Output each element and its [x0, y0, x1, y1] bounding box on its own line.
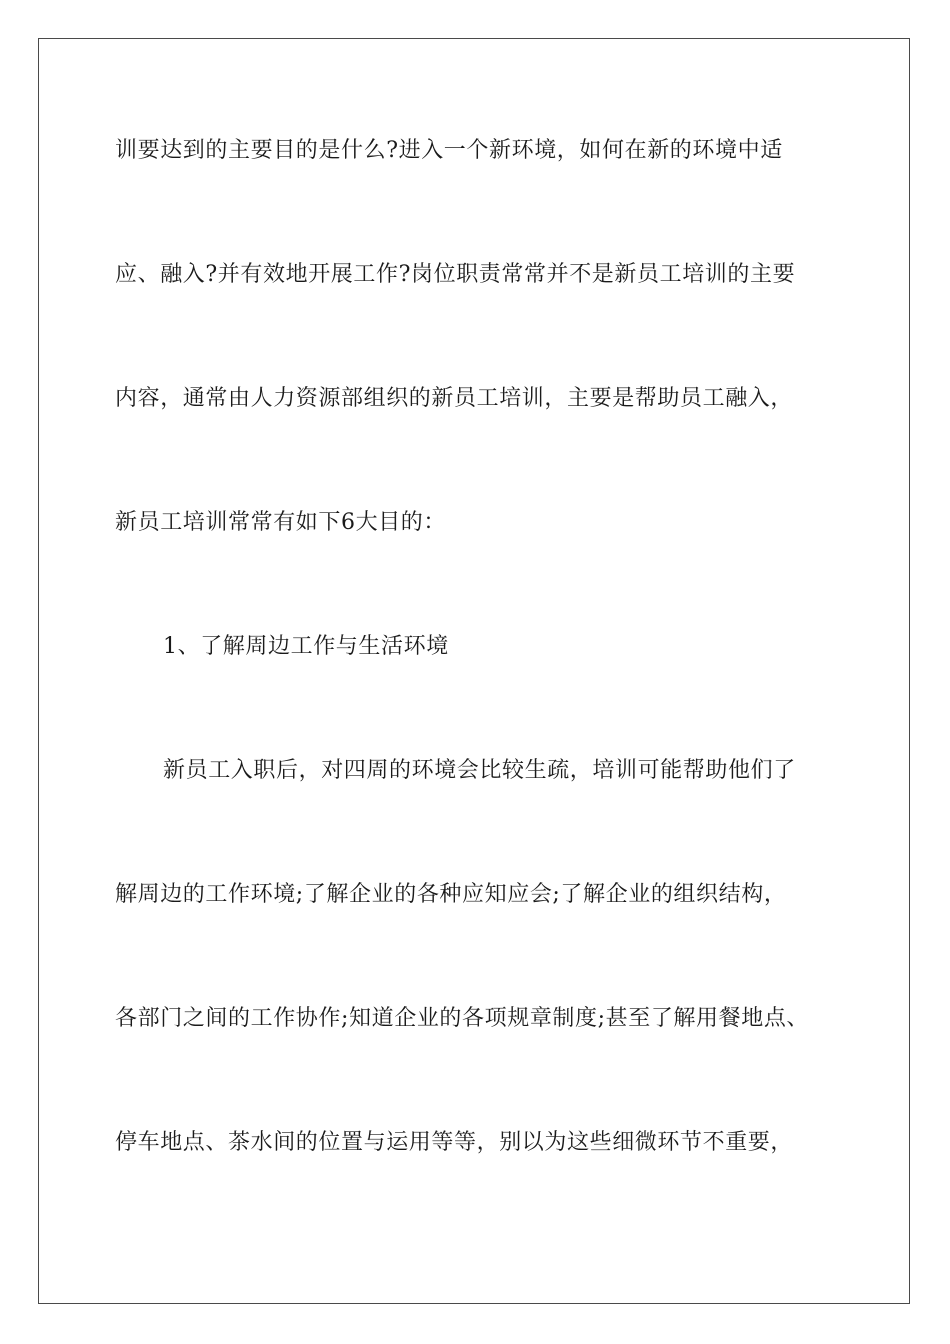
page-border: [38, 38, 910, 1304]
section-heading: 1、了解周边工作与生活环境: [163, 634, 449, 659]
body-text-line: 训要达到的主要目的是什么?进入一个新环境，如何在新的环境中适: [115, 138, 783, 163]
body-text-line: 解周边的工作环境;了解企业的各种应知应会;了解企业的组织结构，: [115, 882, 787, 907]
body-text-line: 新员工培训常常有如下6大目的：: [115, 510, 446, 535]
body-text-line: 各部门之间的工作协作;知道企业的各项规章制度;甚至了解用餐地点、: [115, 1006, 810, 1031]
body-text-line: 内容，通常由人力资源部组织的新员工培训，主要是帮助员工融入，: [115, 386, 794, 411]
body-text-line: 停车地点、茶水间的位置与运用等等，别以为这些细微环节不重要，: [115, 1130, 794, 1155]
paragraph-first-line: 新员工入职后，对四周的环境会比较生疏，培训可能帮助他们了: [163, 758, 796, 783]
body-text-line: 应、融入?并有效地开展工作?岗位职责常常并不是新员工培训的主要: [115, 262, 796, 287]
